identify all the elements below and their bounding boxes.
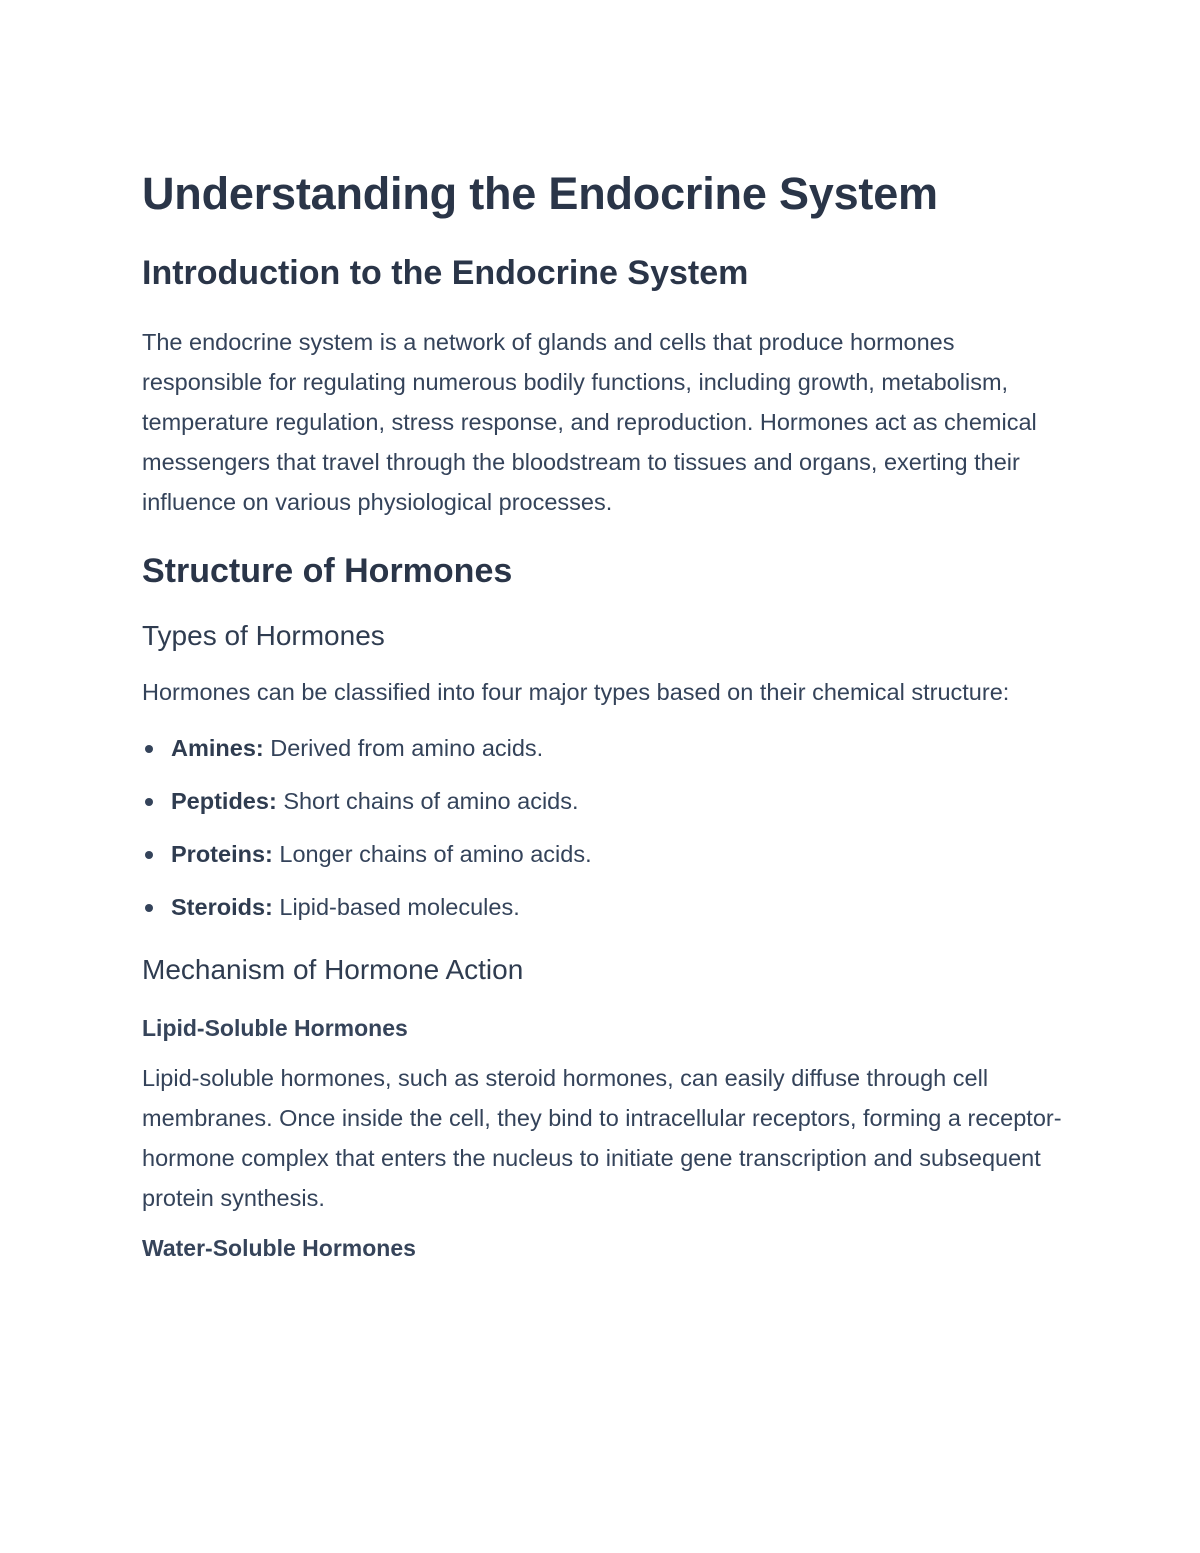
- list-item-proteins: [142, 828, 1062, 881]
- introduction-paragraph: The endocrine system is a network of glands and cells that produce hormones responsible for regulating numerous bodily functions, including growth, metabolism, temperature regulation, stress response, and reproduction. Hormones act as chemical messengers that travel through the bloodstream to tissues and organs, exerting their influence on various physiological processes.: [142, 329, 1037, 515]
- list-item-term: Steroids:: [171, 894, 273, 920]
- hormone-types-list: [142, 722, 1062, 934]
- list-item-peptides: [142, 775, 1062, 828]
- mechanism-heading: Mechanism of Hormone Action: [142, 954, 524, 985]
- water-soluble-heading: Water-Soluble Hormones: [142, 1235, 416, 1261]
- list-item-steroids: [142, 881, 1062, 934]
- list-item-description: Longer chains of amino acids.: [279, 841, 592, 867]
- list-item-description: Derived from amino acids.: [270, 735, 544, 761]
- page-title: Understanding the Endocrine System: [142, 168, 938, 219]
- bullet-icon: [145, 904, 153, 912]
- list-item-term: Amines:: [171, 735, 264, 761]
- document-page: [142, 160, 1062, 1266]
- types-heading: Types of Hormones: [142, 620, 385, 651]
- introduction-heading: Introduction to the Endocrine System: [142, 254, 749, 292]
- bullet-icon: [145, 851, 153, 859]
- list-item-description: Lipid-based molecules.: [279, 894, 520, 920]
- types-intro-paragraph: Hormones can be classified into four major types based on their chemical structure:: [142, 679, 1010, 705]
- bullet-icon: [145, 745, 153, 753]
- list-item-term: Proteins:: [171, 841, 273, 867]
- lipid-soluble-heading: Lipid-Soluble Hormones: [142, 1015, 408, 1041]
- bullet-icon: [145, 798, 153, 806]
- structure-heading: Structure of Hormones: [142, 552, 513, 590]
- list-item-amines: [142, 722, 1062, 775]
- lipid-soluble-paragraph: Lipid-soluble hormones, such as steroid hormones, can easily diffuse through cell membranes. Once inside the cell, they bind to intracellular receptors, forming a receptor-hormone complex that enters the nucleus to initiate gene transcription and subsequent protein synthesis.: [142, 1065, 1062, 1211]
- list-item-term: Peptides:: [171, 788, 277, 814]
- list-item-description: Short chains of amino acids.: [283, 788, 579, 814]
